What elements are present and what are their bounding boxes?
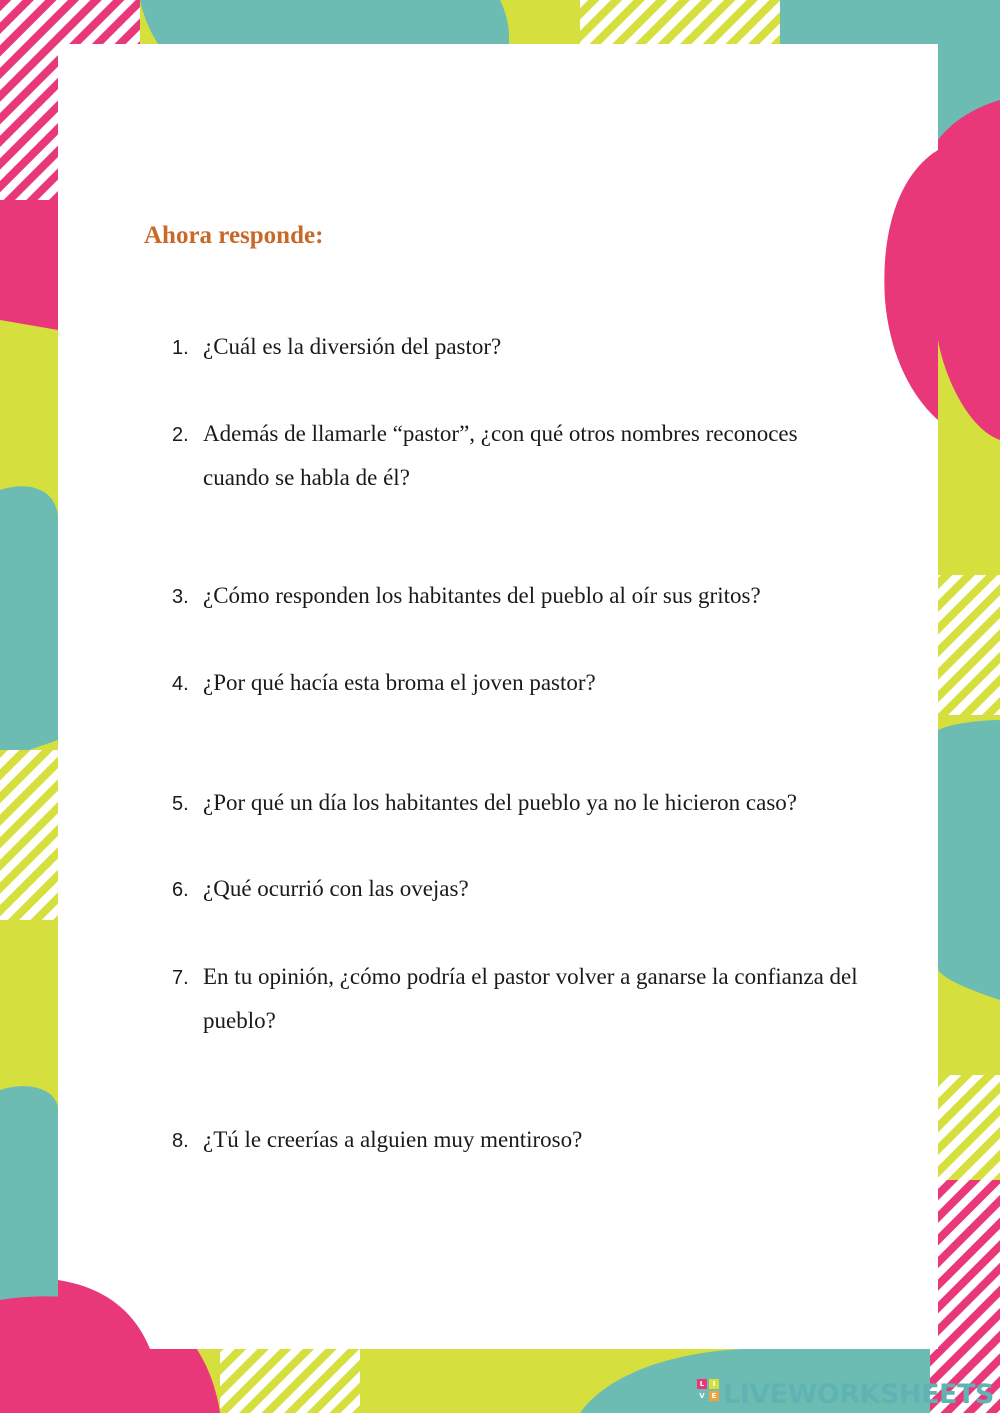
question-number: 2. — [172, 424, 189, 446]
question-number: 7. — [172, 967, 189, 989]
question-number: 8. — [172, 1130, 189, 1152]
question-text: ¿Por qué un día los habitantes del pueblo ya no le hicieron caso? — [203, 790, 797, 815]
logo-text: LIVEWORKSHEETS — [723, 1378, 994, 1410]
liveworksheets-logo-icon: L I V E — [697, 1379, 721, 1409]
question-text: ¿Qué ocurrió con las ovejas? — [203, 876, 469, 901]
question-number: 6. — [172, 879, 189, 901]
question-text: Además de llamarle “pastor”, ¿con qué otros nombres reconoces cuando se habla de él? — [203, 421, 798, 490]
worksheet-title: Ahora responde: — [144, 222, 324, 249]
question-text: ¿Por qué hacía esta broma el joven pastor? — [203, 670, 596, 695]
question-text: ¿Cuál es la diversión del pastor? — [203, 334, 502, 359]
question-number: 5. — [172, 793, 189, 815]
question-text: ¿Cómo responden los habitantes del pueblo al oír sus gritos? — [203, 583, 761, 608]
question-number: 3. — [172, 586, 189, 608]
question-text: ¿Tú le creerías a alguien muy mentiroso? — [203, 1127, 583, 1152]
question-number: 4. — [172, 673, 189, 695]
question-number: 1. — [172, 337, 189, 359]
liveworksheets-logo — [697, 1378, 994, 1410]
question-text: En tu opinión, ¿cómo podría el pastor volver a ganarse la confianza del pueblo? — [203, 964, 858, 1033]
